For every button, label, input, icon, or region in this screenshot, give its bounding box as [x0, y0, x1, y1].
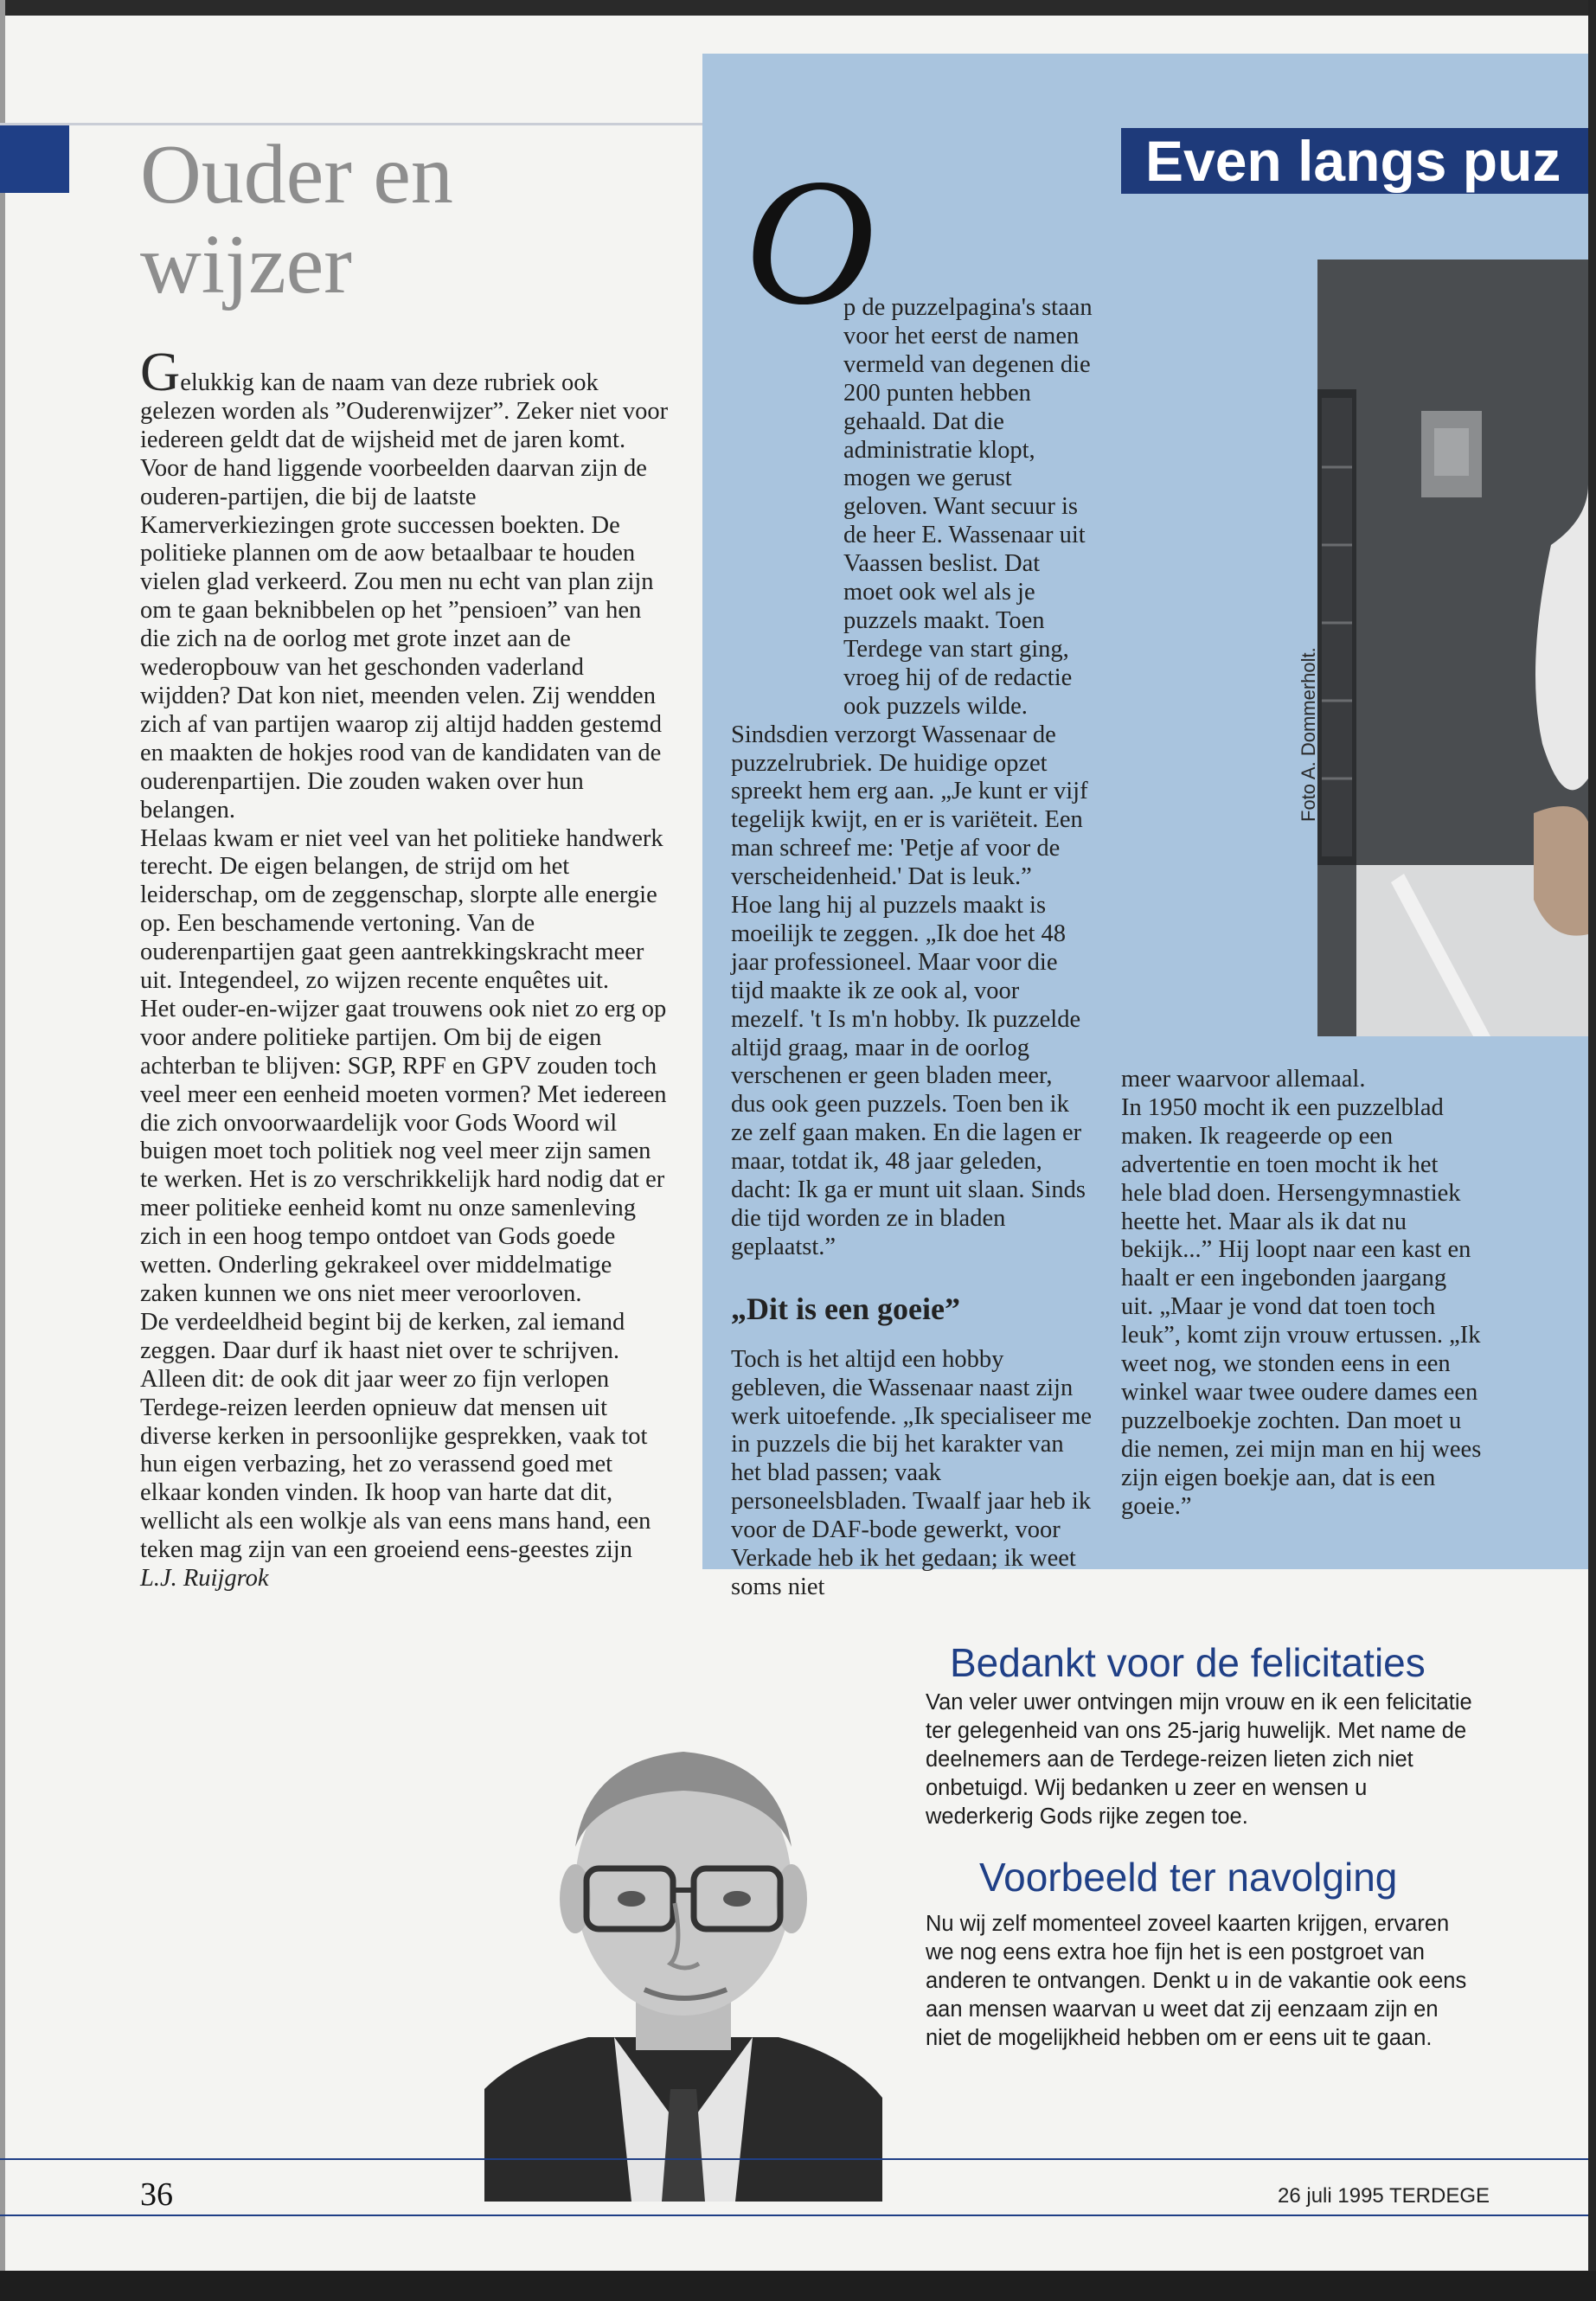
voorbeeld-body: Nu wij zelf momenteel zoveel kaarten krijgen, ervaren we nog eens extra hoe fijn het is een postgroet van anderen te ontvangen. Denkt u in de vakantie ook eens aan mensen waarvan u weet dat zij eenzaam zijn en niet de mogelijkheid hebben om er eens uit te gaan. — [926, 1912, 1467, 2050]
column-paragraph: Het ouder-en-wijzer gaat trouwens ook niet zo erg op voor andere politieke partijen. Om bij de eigen achterban te blijven: SGP, RPF en GPV zouden toch veel meer een eenheid moeten vormen? Met iedereen die zich onvoorwaardelijk voor Gods Woord wil buigen moet toch politiek nog veel meer zijn samen te werken. Het is zo verschrikkelijk hard nodig dat er meer politieke eenheid komt nu onze samenleving zich in een hoog tempo ontdoet van Gods goede wetten. Onderling gekrakeel over middelmatige zaken kunnen we ons niet meer veroorloven. — [140, 995, 667, 1307]
column-body — [140, 341, 670, 1593]
column-title — [140, 130, 694, 310]
scan-border-top — [0, 0, 1596, 16]
section-marker — [0, 125, 69, 193]
issue-date: 26 juli 1995 TERDEGE — [1278, 2184, 1490, 2208]
voorbeeld-heading: Voorbeeld ter navolging — [979, 1855, 1398, 1900]
bedankt-body: Van veler uwer ontvingen mijn vrouw en ik een felicitatie ter gelegenheid van ons 25-jarig huwelijk. Met name de deelnemers aan de Terdege-reizen lieten zich niet onbetuigd. Wij bedanken u zeer en wensen u wederkerig Gods rijke zegen toe. — [926, 1690, 1472, 1829]
bedankt-heading: Bedankt voor de felicitaties — [950, 1640, 1426, 1685]
puzzle-dropcap: O — [744, 142, 875, 343]
puzzle-paragraph: meer waarvoor allemaal. — [1121, 1066, 1366, 1093]
puzzle-paragraph: Toch is het altijd een hobby gebleven, die Wassenaar naast zijn werk uitoefende. „Ik specialiseer me in puzzels die bij het karakter van het blad passen; vaak personeelsbladen. Twaalf jaar heb ik voor de DAF-bode gewerkt, voor Verkade heb ik het gedaan; ik weet soms niet — [731, 1345, 1093, 1600]
interior-photo — [1317, 260, 1588, 1036]
puzzle-article-banner: Even langs puz — [1121, 128, 1588, 194]
puzzle-article-column-2 — [1121, 1066, 1484, 1522]
interior-photo-image — [1317, 260, 1588, 1036]
dropcap: G — [140, 341, 181, 402]
scan-border-left — [0, 0, 5, 2301]
column-paragraph: Helaas kwam er niet veel van het politieke handwerk terecht. De eigen belangen, de strijd om het leiderschap, om de zeggenschap, slorpte alle energie op. Een beschamende vertoning. Van de ouderenpartijen gaat geen aantrekkingskracht meer uit. Integendeel, zo wijzen recente enquêtes uit. — [140, 824, 663, 995]
footer-rule-top — [0, 2158, 1588, 2160]
footer-rule-bottom — [0, 2214, 1588, 2216]
scan-border-bottom — [0, 2271, 1596, 2301]
column-title-line2: wijzer — [140, 218, 352, 311]
author-signature: L.J. Ruijgrok — [140, 1565, 269, 1593]
header-rule — [0, 123, 709, 125]
puzzle-paragraph: Hoe lang hij al puzzels maakt is moeilijk te zeggen. „Ik doe het 48 jaar professioneel. Maar voor die tijd maakte ik ze ook al, voor mezelf. 't Is m'n hobby. Ik puzzelde altijd graag, maar in de oorlog verschenen er geen bladen meer, dus ook geen puzzels. Toen ben ik ze zelf gaan maken. En die lagen er maar, totdat ik, 48 jaar geleden, dacht: Ik ga er munt uit slaan. Sinds die tijd worden ze in bladen geplaatst.” — [731, 892, 1086, 1260]
author-portrait — [484, 1726, 882, 2202]
author-portrait-image — [484, 1726, 882, 2202]
puzzle-article-column-1 — [731, 294, 1093, 1602]
scan-border-right — [1588, 0, 1596, 2301]
page-number: 36 — [140, 2176, 173, 2213]
photo-credit: Foto A. Dommerholt. — [1298, 647, 1319, 822]
puzzle-lead: p de puzzelpagina's staan voor het eerst de namen vermeld van degenen die 200 punten hebben gehaald. Dat die administratie klopt, mogen we gerust geloven. Want secuur is de heer E. Wassenaar uit Vaassen beslist. Dat moet ook wel als je puzzels maakt. Toen Terdege van start ging, vroeg hij of de redactie ook puzzels wilde. — [843, 294, 1093, 720]
puzzle-paragraph: Sindsdien verzorgt Wassenaar de puzzelrubriek. De huidige opzet spreekt hem erg aan. „Je kunt er vijf tegelijk kwijt, en er is variëteit. Een man schreef me: 'Petje af voor de verscheidenheid.' Dat is leuk.” — [731, 721, 1088, 891]
column-lead-text: elukkig kan de naam van deze rubriek ook gelezen worden als ”Ouderenwijzer”. Zeker niet voor iedereen geldt dat de wijsheid met de jaren komt. Voor de hand liggende voorbeelden daarvan zijn de ouderen-partijen, die bij de laatste Kamerverkiezingen grote successen boekten. De politieke plannen om de aow betaalbaar te houden vielen glad verkeerd. Zou men nu echt van plan zijn om te gaan beknibbelen op het ”pensioen” van hen die zich na de oorlog met grote inzet aan de wederopbouw van het geschonden vaderland wijdden? Dat kon niet, meenden velen. Zij wendden zich af van partijen waarop zij altijd hadden gestemd en maakten de hokjes rood van de kandidaten van de ouderenpartijen. Die zouden waken over hun belangen. — [140, 369, 669, 824]
column-lead — [140, 341, 670, 825]
column-title-line1: Ouder en — [140, 128, 453, 221]
puzzle-paragraph: In 1950 mocht ik een puzzelblad maken. Ik reageerde op een advertentie en toen mocht ik het hele blad doen. Hersengymnastiek heette het. Maar als ik dat nu bekijk...” Hij loopt naar een kast en haalt er een ingebonden jaargang uit. „Maar je vond dat toen toch leuk”, komt zijn vrouw ertussen. „Ik weet nog, we stonden eens in een winkel waar twee oudere dames een puzzelboekje zochten. Dan moet u die nemen, zei mijn man en hij wees zijn eigen boekje aan, dat is een goeie.” — [1121, 1093, 1482, 1520]
puzzle-subhead: „Dit is een goeie” — [731, 1291, 960, 1326]
column-paragraph: De verdeeldheid begint bij de kerken, zal iemand zeggen. Daar durf ik haast niet over te schrijven. Alleen dit: de ook dit jaar weer zo fijn verlopen Terdege-reizen leerden opnieuw dat mensen uit diverse kerken in persoonlijke gesprekken, vaak tot hun eigen verbazing, het zo verassend goed met elkaar konden vinden. Ik hoop van harte dat dit, wellicht als een wolkje als van eens mans hand, een teken mag zijn van een groeiend eens-geestes zijn — [140, 1308, 651, 1564]
